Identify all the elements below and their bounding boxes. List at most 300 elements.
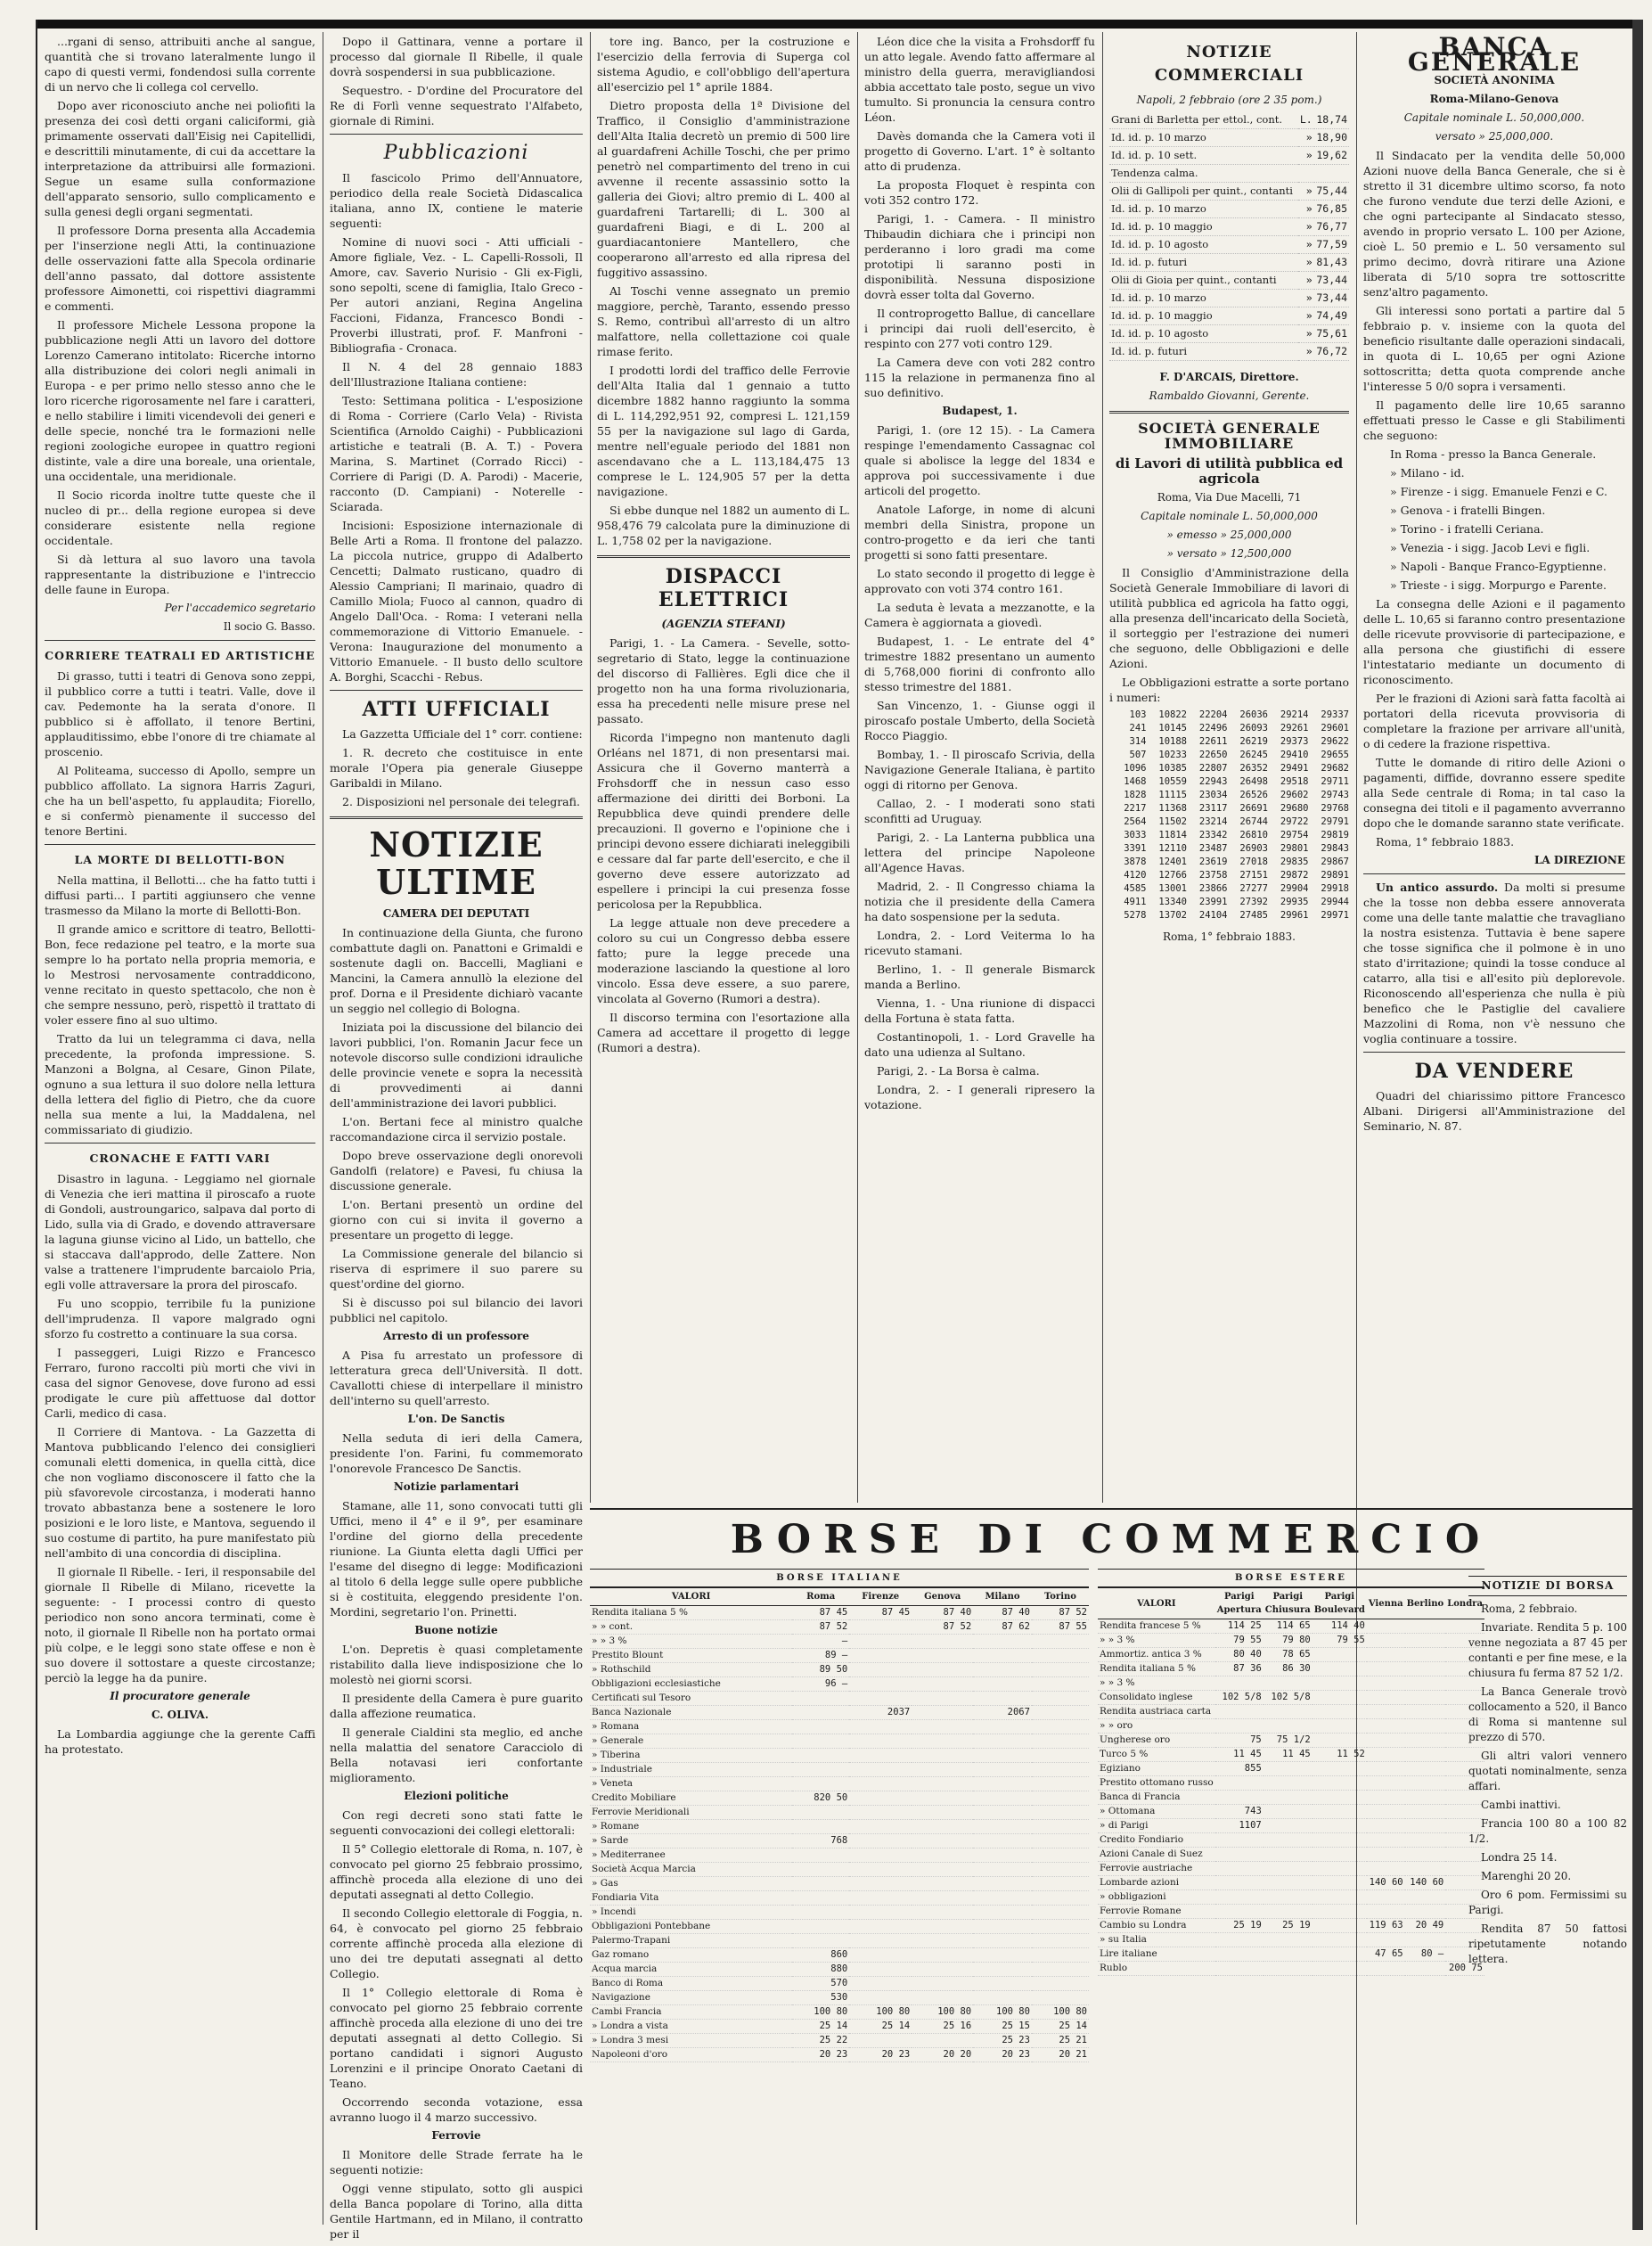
- extracted-number: 29918: [1321, 883, 1349, 894]
- paragraph: Di grasso, tutti i teatri di Genova sono zeppi, il pubblico corre a tutti i teatri. Valle, dove il cav. Pedemonte ha la serata d'onore. Il pubblico si è affollato, il tenore Bertini, applauditissimo, ebbe l'onore di tre chiamate al proscenio.: [45, 669, 315, 758]
- table-cell: 11 45: [1215, 1748, 1264, 1762]
- commodity-row: [1109, 147, 1349, 165]
- table-cell: Prestito Blount: [590, 1649, 792, 1663]
- table-row: [590, 1848, 1089, 1863]
- extracted-number: 29743: [1321, 790, 1349, 800]
- extracted-number: 29491: [1280, 763, 1309, 774]
- commodity-row: [1109, 272, 1349, 290]
- table-cell: [849, 1791, 912, 1806]
- commodity-cell: 74,49: [1314, 307, 1349, 325]
- table-cell: [792, 1934, 849, 1948]
- table-cell: [1367, 1634, 1405, 1648]
- paragraph: L'on. Depretis è quasi completamente ristabilito dalla lieve indisposizione che lo molestò nei giorni scorsi.: [330, 1643, 583, 1686]
- paragraph: Il professore Dorna presenta alla Accademia per l'inserzione negli Atti, la continuazione delle osservazioni fatte alla Specola ordinarie dell'anno passato, dal dottore assistente professore Aimonetti, coi rispettivi diagrammi e commenti.: [45, 224, 315, 313]
- table-cell: 87 55: [1032, 1620, 1089, 1635]
- table-row: [1098, 1876, 1484, 1890]
- commodity-cell: »: [1298, 201, 1314, 218]
- paragraph: Léon dice che la visita a Frohsdorff fu un atto legale. Avendo fatto affermare al ministro della guerra, meravigliandosi abbia accettato tale posto, segue un vivo tumulto. Si pronuncia la censura contro Léon.: [864, 35, 1095, 124]
- table-cell: [1032, 1934, 1089, 1948]
- extracted-number: 24104: [1198, 910, 1228, 921]
- table-cell: [792, 1763, 849, 1777]
- table-cell: » Londra a vista: [590, 2020, 792, 2034]
- heading-banca-generale: BANCA GENERALE: [1407, 32, 1582, 77]
- table-cell: [849, 1891, 912, 1906]
- capital-line: » versato » 12,500,000: [1166, 547, 1292, 560]
- table-row: [590, 1635, 1089, 1649]
- extracted-number: 13001: [1158, 883, 1187, 894]
- table-cell: [1405, 1719, 1446, 1734]
- table-row: [1098, 1819, 1484, 1833]
- table-cell: [973, 1920, 1032, 1934]
- table-cell: » Romane: [590, 1820, 792, 1834]
- table-row: [590, 1820, 1089, 1834]
- column-header: Firenze: [849, 1587, 912, 1606]
- divider: [1109, 411, 1349, 414]
- table-cell: 140 60: [1367, 1876, 1405, 1890]
- commodity-cell: 75,44: [1314, 183, 1349, 201]
- table-row: [590, 1834, 1089, 1848]
- table-cell: [912, 1934, 973, 1948]
- table-cell: [1405, 1933, 1446, 1947]
- paragraph: Iniziata poi la discussione del bilancio dei lavori pubblici, l'on. Romanin Jacur fece un notevole discorso sulle condizioni idrauliche delle provincie venete e sopra la necessità di provvedimenti ai danni dell'amministrazione dei lavori pubblici.: [330, 1021, 583, 1110]
- table-cell: [849, 1920, 912, 1934]
- paragraph: La Banca Generale trovò collocamento a 520, il Banco di Roma si mantenne sul prezzo di 570.: [1468, 1685, 1627, 1743]
- list-item: » Firenze - i sigg. Emanuele Fenzi e C.: [1390, 485, 1607, 498]
- extracted-number: 22496: [1198, 723, 1228, 734]
- extracted-number: 103: [1129, 709, 1147, 720]
- commodity-row: [1109, 254, 1349, 272]
- table-row: [1098, 1947, 1484, 1962]
- column-header: Berlino: [1405, 1587, 1446, 1619]
- table-cell: [1215, 1962, 1264, 1976]
- extracted-number: 241: [1129, 723, 1147, 734]
- table-cell: [849, 1734, 912, 1749]
- table-cell: [1264, 1890, 1313, 1905]
- table-cell: [1032, 1749, 1089, 1763]
- table-cell: 860: [792, 1948, 849, 1963]
- col1-intro: [45, 34, 315, 597]
- table-cell: [1313, 1791, 1367, 1805]
- paragraph: Gli interessi sono portati a partire dal 5 febbraio p. v. insieme con la quota del beneficio risultante dalle operazioni sindacali, in quota di L. 10,65 per ogni Azione sottoscritta; detta quota comprende anche l'interesse 5 0/0 sopra i versamenti.: [1363, 304, 1625, 393]
- extracted-number: 23866: [1198, 883, 1228, 894]
- table-cell: Rendita italiana 5 %: [590, 1606, 792, 1620]
- extracted-number: 29843: [1321, 843, 1349, 854]
- extracted-number: 26093: [1239, 723, 1268, 734]
- group-heading: BORSE ESTERE: [1098, 1570, 1484, 1588]
- paragraph: Si ebbe dunque nel 1882 un aumento di L. 958,476 79 calcolata pure la diminuzione di L. 1,758 02 per la navigazione.: [597, 504, 850, 547]
- table-cell: Napoleoni d'oro: [590, 2048, 792, 2062]
- table-row: [590, 1934, 1089, 1948]
- table-cell: 20 23: [973, 2048, 1032, 2062]
- table-cell: [1264, 1719, 1313, 1734]
- table-cell: Lire italiane: [1098, 1947, 1215, 1962]
- table-cell: [1032, 1734, 1089, 1749]
- heading-arresto: Arresto di un professore: [383, 1330, 529, 1342]
- table-cell: 100 80: [973, 2005, 1032, 2020]
- table-row: [590, 2048, 1089, 2062]
- table-cell: [973, 1877, 1032, 1891]
- table-cell: [1367, 1719, 1405, 1734]
- table-cell: [1367, 1819, 1405, 1833]
- table-cell: [1264, 1905, 1313, 1919]
- table-cell: [1313, 1819, 1367, 1833]
- heading-notizie-parlamentari: Notizie parlamentari: [393, 1480, 519, 1493]
- table-cell: 80 40: [1215, 1648, 1264, 1662]
- paragraph: Il N. 4 del 28 gennaio 1883 dell'Illustrazione Italiana contiene:: [330, 360, 583, 389]
- signature-name: Il socio G. Basso.: [223, 620, 315, 633]
- table-row: [1098, 1919, 1484, 1933]
- table-cell: [973, 1791, 1032, 1806]
- commodity-row: [1109, 218, 1349, 236]
- extracted-number: 29819: [1321, 830, 1349, 840]
- table-cell: 100 80: [792, 2005, 849, 2020]
- extracted-number: 29214: [1280, 709, 1309, 720]
- table-cell: [792, 1720, 849, 1734]
- table-cell: [1215, 1833, 1264, 1848]
- paragraph: Il secondo Collegio elettorale di Foggia, n. 64, è convocato pel giorno 25 febbraio corrente affinchè proceda alla elezione di uno dei tre deputati assegnati al detto Collegio.: [330, 1906, 583, 1980]
- table-cell: [849, 1963, 912, 1977]
- extracted-number: 29655: [1321, 750, 1349, 760]
- paragraph: tore ing. Banco, per la costruzione e l'esercizio della ferrovia di Superga col sistema Agudio, e coll'obbligo dell'apertura all'esercizio pel 1° aprile 1884.: [597, 35, 850, 94]
- extracted-number: 314: [1129, 736, 1147, 747]
- heading-antico-assurdo: Un antico assurdo.: [1376, 881, 1499, 894]
- extracted-number: 23034: [1198, 790, 1228, 800]
- extracted-number: 26526: [1239, 790, 1268, 800]
- table-cell: [1264, 1819, 1313, 1833]
- divider: [1363, 873, 1625, 874]
- paragraph: San Vincenzo, 1. - Giunse oggi il piroscafo postale Umberto, della Società Rocco Piaggio.: [864, 699, 1095, 742]
- table-cell: 25 14: [1032, 2020, 1089, 2034]
- commodity-cell: Id. id. p. futuri: [1109, 254, 1298, 272]
- table-cell: 114 65: [1264, 1619, 1313, 1634]
- table-cell: [1405, 1619, 1446, 1634]
- heading-societa-immobiliare: SOCIETÀ GENERALE IMMOBILIARE: [1138, 420, 1321, 452]
- commodity-row: [1109, 111, 1349, 129]
- table-row: [590, 2034, 1089, 2048]
- table-cell: [1367, 1862, 1405, 1876]
- commodity-cell: »: [1298, 325, 1314, 343]
- extracted-number: 29602: [1280, 790, 1309, 800]
- extracted-number: 23487: [1198, 843, 1228, 854]
- table-cell: [1405, 1819, 1446, 1833]
- table-cell: 87 40: [912, 1606, 973, 1620]
- table-cell: Rendita francese 5 %: [1098, 1619, 1215, 1634]
- table-cell: » obbligazioni: [1098, 1890, 1215, 1905]
- table-row: [1098, 1848, 1484, 1862]
- column-header: Vienna: [1367, 1587, 1405, 1619]
- table-row: [590, 1877, 1089, 1891]
- borse-section: [590, 1508, 1632, 2232]
- commodity-cell: »: [1298, 147, 1314, 165]
- table-cell: [792, 1734, 849, 1749]
- table-cell: [1032, 1635, 1089, 1649]
- paragraph: Oggi venne stipulato, sotto gli auspici della Banca popolare di Torino, alla ditta Gentile Hartmann, ed in Milano, il contratto per il: [330, 2182, 583, 2241]
- paragraph: Il discorso termina con l'esortazione alla Camera ad accettare il progetto di legge (Rumori a destra).: [597, 1011, 850, 1054]
- table-cell: [1405, 1634, 1446, 1648]
- table-cell: Obbligazioni ecclesiastiche: [590, 1677, 792, 1692]
- list-item: » Genova - i fratelli Bingen.: [1390, 504, 1546, 517]
- table-cell: 102 5/8: [1215, 1691, 1264, 1705]
- extracted-number: 29622: [1321, 736, 1349, 747]
- extracted-number: 29935: [1280, 897, 1309, 907]
- heading-morte: LA MORTE DI BELLOTTI-BON: [74, 853, 286, 866]
- extracted-number: 29971: [1321, 910, 1349, 921]
- table-cell: [973, 1834, 1032, 1848]
- table-row: [590, 1749, 1089, 1763]
- table-cell: [792, 1920, 849, 1934]
- table-cell: 820 50: [792, 1791, 849, 1806]
- table-cell: [973, 1991, 1032, 2005]
- table-row: [590, 1920, 1089, 1934]
- table-cell: 79 80: [1264, 1634, 1313, 1648]
- commodity-cell: Id. id. p. 10 agosto: [1109, 236, 1298, 254]
- extracted-number: 29261: [1280, 723, 1309, 734]
- table-cell: [1032, 1920, 1089, 1934]
- extracted-number: 11814: [1158, 830, 1187, 840]
- table-cell: [1032, 1791, 1089, 1806]
- table-cell: [1367, 1705, 1405, 1719]
- table-cell: [1313, 1676, 1367, 1691]
- table-cell: [1032, 1649, 1089, 1663]
- table-row: [590, 1977, 1089, 1991]
- table-cell: [1313, 1833, 1367, 1848]
- table-cell: [1405, 1962, 1446, 1976]
- table-cell: [1405, 1890, 1446, 1905]
- table-cell: [1215, 1890, 1264, 1905]
- table-cell: [973, 1948, 1032, 1963]
- extracted-number: 1828: [1124, 790, 1147, 800]
- table-cell: [1032, 1692, 1089, 1706]
- table-cell: [912, 1877, 973, 1891]
- paragraph: Si dà lettura al suo lavoro una tavola rappresentante la distribuzione e l'intreccio delle faune in Europa.: [45, 553, 315, 596]
- extracted-number: 507: [1129, 750, 1147, 760]
- table-cell: [1264, 1876, 1313, 1890]
- table-cell: [1367, 1776, 1405, 1791]
- paragraph: I prodotti lordi del traffico delle Ferrovie dell'Alta Italia dal 1 gennaio a tutto dicembre 1882 hanno raggiunto la somma di L. 114,292,951 92, compresi L. 121,159 55 per la navigazione sul lago di Garda, mentre nell'eguale periodo del 1881 non ascendavano che a L. 113,184,475 13 comprese le L. 124,905 57 per la detta navigazione.: [597, 364, 850, 498]
- table-cell: Palermo-Trapani: [590, 1934, 792, 1948]
- table-cell: [1032, 1977, 1089, 1991]
- paragraph: Francia 100 80 a 100 82 1/2.: [1468, 1817, 1627, 1845]
- divider: [45, 844, 315, 845]
- table-cell: 25 16: [912, 2020, 973, 2034]
- paragraph: Il Corriere di Mantova. - La Gazzetta di Mantova pubblicando l'elenco dei consiglieri comunali eletti domenica, in quella città, dice che non vogliamo disconoscere il fatto che la più sfavorevole circostanza, i moderati hanno trovato abbastanza bene a sostenere le loro posizioni e le loro liste, e Mantova, seguendo il suo costume di partito, ha pure manifestato più nell'ambito di una concordia di disciplina.: [45, 1425, 315, 1560]
- heading-elezioni: Elezioni politiche: [404, 1790, 509, 1802]
- table-cell: [912, 1649, 973, 1663]
- commodity-cell: Id. id. p. 10 marzo: [1109, 129, 1298, 147]
- divider: [330, 816, 583, 819]
- table-cell: [1313, 1947, 1367, 1962]
- table-cell: [973, 1763, 1032, 1777]
- table-cell: 25 19: [1264, 1919, 1313, 1933]
- column-header: Parigi Apertura: [1215, 1587, 1264, 1619]
- table-cell: [1313, 1648, 1367, 1662]
- paragraph: Al Politeama, successo di Apollo, sempre un pubblico affollato. La signora Harris Zaguri, che ha un bell'aspetto, fu applaudita; Fiorello, e si confermò pienamente il successo del tenore Bertini.: [45, 764, 315, 838]
- table-cell: Egiziano: [1098, 1762, 1215, 1776]
- extracted-number: 2217: [1124, 803, 1147, 814]
- extracted-number: 26352: [1239, 763, 1268, 774]
- table-row: [590, 1663, 1089, 1677]
- table-cell: [1032, 1677, 1089, 1692]
- table-cell: Consolidato inglese: [1098, 1691, 1215, 1705]
- extracted-number: 26691: [1239, 803, 1268, 814]
- table-cell: Rublo: [1098, 1962, 1215, 1976]
- extracted-number: 12401: [1158, 857, 1187, 867]
- table-cell: [792, 1749, 849, 1763]
- commodity-cell: »: [1298, 254, 1314, 272]
- table-cell: [1032, 1848, 1089, 1863]
- paragraph: Il 1° Collegio elettorale di Roma è convocato pel giorno 25 febbraio corrente affinchè proceda alla elezione di uno dei tre deputati assegnati al detto Collegio. Si portano candidati i signori Augusto Lorenzini e il principe Onorato Caetani di Teano.: [330, 1986, 583, 2090]
- extracted-number: 26498: [1239, 776, 1268, 787]
- paragraph: Berlino, 1. - Il generale Bismarck manda a Berlino.: [864, 963, 1095, 991]
- table-row: [1098, 1662, 1484, 1676]
- extracted-number: 29944: [1321, 897, 1349, 907]
- column-2: [323, 34, 590, 2241]
- extracted-number: 22650: [1198, 750, 1228, 760]
- table-cell: —: [792, 1635, 849, 1649]
- table-cell: [1215, 1776, 1264, 1791]
- right-border: [1632, 20, 1643, 2230]
- subheading-lavori: di Lavori di utilità pubblica ed agricola: [1115, 455, 1344, 487]
- table-cell: [973, 1720, 1032, 1734]
- column-header: Torino: [1032, 1587, 1089, 1606]
- divider: [1363, 1052, 1625, 1053]
- table-cell: 20 23: [792, 2048, 849, 2062]
- capital-line: versato » 25,000,000.: [1435, 130, 1554, 143]
- table-cell: » Gas: [590, 1877, 792, 1891]
- table-cell: [1367, 1619, 1405, 1634]
- table-cell: [912, 1920, 973, 1934]
- table-cell: [973, 1934, 1032, 1948]
- table-row: [590, 2020, 1089, 2034]
- table-cell: Credito Mobiliare: [590, 1791, 792, 1806]
- table-cell: [1215, 1876, 1264, 1890]
- commodity-cell: Id. id. p. 10 marzo: [1109, 290, 1298, 307]
- paragraph: Nella seduta di ieri della Camera, presidente l'on. Farini, fu commemorato l'onorevole Francesco De Sanctis.: [330, 1431, 583, 1475]
- commodity-row: [1109, 129, 1349, 147]
- table-cell: Ferrovie Meridionali: [590, 1806, 792, 1820]
- table-cell: [912, 1820, 973, 1834]
- table-cell: [1367, 1734, 1405, 1748]
- table-cell: [1405, 1705, 1446, 1719]
- commodity-cell: 76,85: [1314, 201, 1349, 218]
- table-cell: [849, 1991, 912, 2005]
- subheading: SOCIETÀ ANONIMA: [1434, 74, 1555, 86]
- table-cell: [1264, 1933, 1313, 1947]
- extracted-number: 26903: [1239, 843, 1268, 854]
- table-cell: 100 80: [849, 2005, 912, 2020]
- extracted-number: 23758: [1198, 870, 1228, 881]
- table-cell: » di Parigi: [1098, 1819, 1215, 1833]
- divider: [330, 134, 583, 135]
- table-cell: [1313, 1876, 1367, 1890]
- table-cell: Cambio su Londra: [1098, 1919, 1215, 1933]
- table-cell: [792, 1692, 849, 1706]
- table-cell: [1264, 1705, 1313, 1719]
- heading-borse-di-commercio: BORSE DI COMMERCIO: [730, 1517, 1493, 1562]
- table-cell: 880: [792, 1963, 849, 1977]
- column-header: VALORI: [590, 1587, 792, 1606]
- table-cell: Rendita austriaca carta: [1098, 1705, 1215, 1719]
- extracted-number: 10233: [1158, 750, 1187, 760]
- table-cell: » » 3 %: [590, 1635, 792, 1649]
- table-row: [590, 1692, 1089, 1706]
- table-cell: [849, 1906, 912, 1920]
- table-cell: [1032, 1863, 1089, 1877]
- table-cell: [912, 1635, 973, 1649]
- table-row: [590, 1863, 1089, 1877]
- table-cell: [1215, 1848, 1264, 1862]
- table-row: [590, 1777, 1089, 1791]
- paragraph: Lo stato secondo il progetto di legge è approvato con voti 374 contro 161.: [864, 567, 1095, 595]
- signature-line: Il procuratore generale: [110, 1690, 250, 1702]
- paragraph: Cambi inattivi.: [1481, 1799, 1561, 1811]
- table-cell: 200 75: [1445, 1962, 1484, 1976]
- table-cell: [1032, 1891, 1089, 1906]
- table-cell: [1313, 1705, 1367, 1719]
- commodity-cell: 73,44: [1314, 290, 1349, 307]
- table-cell: 87 52: [912, 1620, 973, 1635]
- table-cell: [1405, 1691, 1446, 1705]
- table-cell: [1032, 1991, 1089, 2005]
- table-cell: » » oro: [1098, 1719, 1215, 1734]
- paragraph: Marenghi 20 20.: [1481, 1870, 1572, 1882]
- heading-ferrovie: Ferrovie: [431, 2129, 481, 2142]
- table-cell: [912, 1906, 973, 1920]
- table-cell: [973, 1663, 1032, 1677]
- extracted-number: 23619: [1198, 857, 1228, 867]
- column-header: Parigi Boulevard: [1313, 1587, 1367, 1619]
- paragraph: Parigi, 2. - La Borsa è calma.: [877, 1064, 1040, 1078]
- paragraph: Il Socio ricorda inoltre tutte queste che il nucleo di pr... della regione europea si deve considerare esistente nella regione occidentale.: [45, 488, 315, 547]
- commodity-row: [1109, 201, 1349, 218]
- paragraph: Costantinopoli, 1. - Lord Gravelle ha dato una udienza al Sultano.: [864, 1030, 1095, 1059]
- paragraph: Davès domanda che la Camera voti il progetto di Governo. L'art. 1° è soltanto atto di prudenza.: [864, 129, 1095, 173]
- borse-italiane-table: [590, 1569, 1089, 2062]
- table-cell: [849, 1934, 912, 1948]
- paragraph: Nomine di nuovi soci - Atti ufficiali - Amore figliale, Vez. - L. Capelli-Rossoli, Il Amore, cav. Saverio Nurisio - Gli ex-Figli, sono sepolti, scene di famiglia, Italo Greco - Per autori anziani, Regina Angelina Faccioni, Fidanza, Francesco Bondi - Proverbi illustrati, prof. F. Manfroni - Bibliografia - Cronaca.: [330, 235, 583, 355]
- table-cell: [973, 1749, 1032, 1763]
- extracted-number: 23991: [1198, 897, 1228, 907]
- dateline: Napoli, 2 febbraio (ore 2 35 pom.): [1136, 94, 1322, 106]
- list-item: » Milano - id.: [1390, 466, 1465, 480]
- gerente-name: Rambaldo Giovanni, Gerente.: [1149, 389, 1310, 402]
- commodity-cell: Grani di Barletta per ettol., cont.: [1109, 111, 1298, 129]
- commodity-cell: »: [1298, 218, 1314, 236]
- extracted-number: 1096: [1124, 763, 1147, 774]
- table-cell: Ungherese oro: [1098, 1734, 1215, 1748]
- extracted-number: 3033: [1124, 830, 1147, 840]
- table-cell: » Londra 3 mesi: [590, 2034, 792, 2048]
- heading-notizie-commerciali: NOTIZIE COMMERCIALI: [1154, 43, 1304, 85]
- table-cell: » Tiberina: [590, 1749, 792, 1763]
- table-cell: [973, 1977, 1032, 1991]
- table-cell: » Romana: [590, 1720, 792, 1734]
- table-cell: [1367, 1676, 1405, 1691]
- paragraph: Da molti si presume che la tosse non debba essere annoverata come una delle tante malattie che travagliano la nostra esistenza. Tuttavia è bene sapere che tosse significa che il polmone è in uno stato d'irritazione; quindi la tosse conduce al catarro, alla tisi e all'esito più deplorevole. Riconoscendo all'esperienza che nulla è più benefico che le Pastiglie del cavaliere Mazzolini di Roma, non v'è nessuno che voglia continuare a tossire.: [1363, 881, 1625, 1045]
- table-cell: 2037: [849, 1706, 912, 1720]
- table-cell: [849, 1677, 912, 1692]
- commodity-cell: 19,62: [1314, 147, 1349, 165]
- table-cell: 570: [792, 1977, 849, 1991]
- paragraph: Il controprogetto Ballue, di cancellare i principi dai ruoli dell'esercito, è respinto con 277 voti contro 129.: [864, 307, 1095, 350]
- table-cell: [1032, 1806, 1089, 1820]
- table-cell: [1405, 1776, 1446, 1791]
- table-cell: [1215, 1705, 1264, 1719]
- extracted-number: 26219: [1239, 736, 1268, 747]
- table-cell: [1405, 1848, 1446, 1862]
- paragraph: Con regi decreti sono stati fatte le seguenti convocazioni dei collegi elettorali:: [330, 1808, 583, 1837]
- table-cell: [1405, 1662, 1446, 1676]
